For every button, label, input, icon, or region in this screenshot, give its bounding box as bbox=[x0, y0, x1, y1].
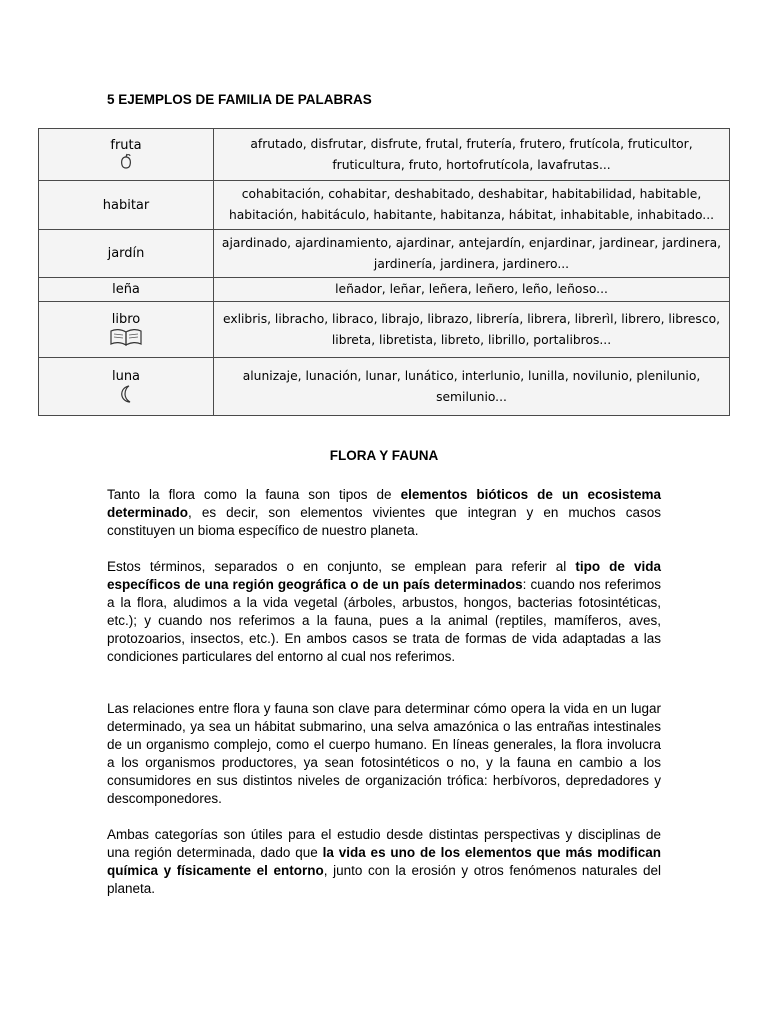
family-cell: afrutado, disfrutar, disfrute, frutal, frutería, frutero, frutícola, fruticultor, fruticultura, fruto, hortofrutícola, lavafrutas... bbox=[214, 129, 730, 181]
table-row bbox=[39, 129, 730, 181]
family-cell: cohabitación, cohabitar, deshabitado, deshabitar, habitabilidad, habitable, habitación, habitáculo, habitante, habitanza, hábitat, inhabitable, inhabitado... bbox=[214, 181, 730, 230]
fruit-icon bbox=[118, 153, 134, 171]
page-heading: 5 EJEMPLOS DE FAMILIA DE PALABRAS bbox=[107, 92, 372, 107]
table-row bbox=[39, 230, 730, 278]
paragraph bbox=[107, 826, 661, 898]
word-label: leña bbox=[112, 282, 140, 297]
book-icon bbox=[109, 327, 143, 347]
table-row bbox=[39, 278, 730, 302]
family-cell: alunizaje, lunación, lunar, lunático, interlunio, lunilla, novilunio, plenilunio, semilunio... bbox=[214, 358, 730, 416]
table-row bbox=[39, 358, 730, 416]
word-label: jardín bbox=[107, 246, 145, 261]
word-family-table bbox=[38, 128, 730, 416]
paragraph-text: Estos términos, separados o en conjunto, se emplean para referir al bbox=[107, 559, 576, 574]
word-cell bbox=[39, 230, 214, 278]
paragraph bbox=[107, 558, 661, 666]
word-cell bbox=[39, 302, 214, 358]
word-cell bbox=[39, 358, 214, 416]
word-label: libro bbox=[111, 312, 141, 327]
paragraph-text: Tanto la flora como la fauna son tipos de bbox=[107, 487, 401, 502]
table-row bbox=[39, 302, 730, 358]
word-label: luna bbox=[111, 369, 141, 384]
paragraph-bold-text: tipo de vida específicos de una región geográfica o de un país determinados bbox=[107, 559, 661, 592]
family-cell: exlibris, libracho, libraco, librajo, librazo, librería, librera, librerìl, librero, libresco, libreta, libretista, libreto, librillo, portalibros... bbox=[214, 302, 730, 358]
paragraph-text: : cuando nos referimos a la flora, aludimos a la vida vegetal (árboles, arbustos, hongos, bacterias fotosintéticas, etc.); y cuando nos referimos a la fauna, pues a la animal (reptiles, mamíferos, aves, protozoarios, insectos, etc.). En ambos casos se trata de formas de vida adaptadas a las condiciones particulares del entorno al cual nos referimos. bbox=[107, 577, 661, 664]
paragraph-bold-text: la vida es uno de los elementos que más modifican química y físicamente el entorno bbox=[107, 845, 661, 878]
word-cell bbox=[39, 181, 214, 230]
paragraph bbox=[107, 486, 661, 540]
paragraph-text: Ambas categorías son útiles para el estudio desde distintas perspectivas y disciplinas de una región determinada, dado que bbox=[107, 827, 661, 860]
word-cell bbox=[39, 129, 214, 181]
section-title: FLORA Y FAUNA bbox=[329, 448, 439, 463]
table-row bbox=[39, 181, 730, 230]
paragraph-bold-text: elementos bióticos de un ecosistema determinado bbox=[107, 487, 661, 520]
family-cell: leñador, leñar, leñera, leñero, leño, leñoso... bbox=[214, 278, 730, 302]
word-label: fruta bbox=[110, 138, 142, 153]
moon-icon bbox=[118, 384, 134, 404]
paragraph-text: , es decir, son elementos vivientes que integran y en muchos casos constituyen un bioma específico de nuestro planeta. bbox=[107, 505, 661, 538]
paragraph: Las relaciones entre flora y fauna son clave para determinar cómo opera la vida en un lugar determinado, ya sea un hábitat submarino, una selva amazónica o las entrañas intestinales de un organismo complejo, como el cuerpo humano. En líneas generales, la flora involucra a los organismos productores, ya sean fotosintéticos o no, y la fauna en cambio a los consumidores en sus distintos niveles de organización trófica: herbívoros, depredadores y descomponedores. bbox=[107, 701, 661, 806]
family-cell: ajardinado, ajardinamiento, ajardinar, antejardín, enjardinar, jardinear, jardinera, jardinería, jardinera, jardinero... bbox=[214, 230, 730, 278]
word-cell bbox=[39, 278, 214, 302]
word-label: habitar bbox=[102, 197, 150, 213]
paragraph-text: , junto con la erosión y otros fenómenos naturales del planeta. bbox=[107, 863, 661, 896]
